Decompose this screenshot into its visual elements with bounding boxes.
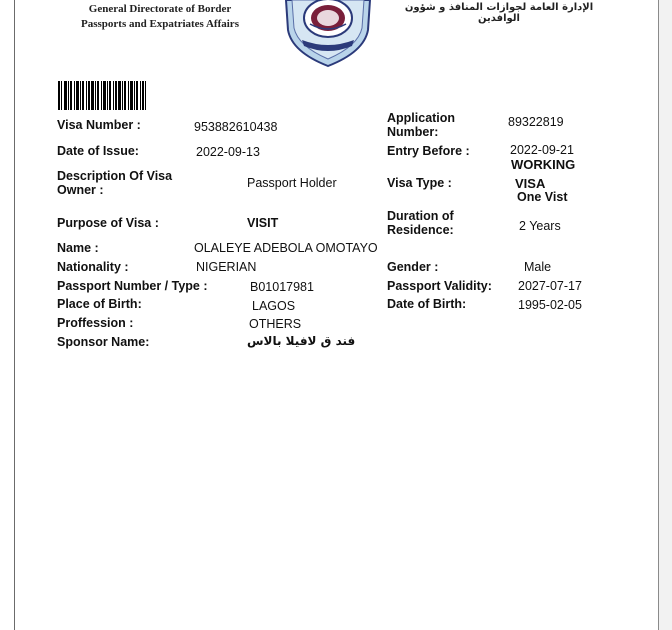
application-number-label-line2: Number:: [387, 125, 439, 139]
duration-of-residence-value: 2 Years: [519, 219, 561, 233]
header-title-en-line2: Passports and Expatriates Affairs: [81, 18, 239, 30]
gender-value: Male: [524, 260, 552, 274]
date-of-issue-label: Date of Issue:: [57, 144, 139, 158]
header-title-ar: الإدارة العامة لجوازات المنافذ و شؤون الوافدين: [404, 2, 594, 24]
purpose-of-visa-label: Purpose of Visa :: [57, 216, 159, 230]
purpose-of-visa-value: VISIT: [247, 216, 279, 230]
place-of-birth-value: LAGOS: [252, 299, 296, 313]
place-of-birth-label: Place of Birth:: [57, 297, 142, 311]
profession-value: OTHERS: [249, 317, 302, 331]
description-of-visa-owner-label-line1: Description Of Visa: [57, 169, 173, 183]
visa-type-label: Visa Type :: [387, 176, 452, 190]
header-title-en-line1: General Directorate of Border: [88, 3, 232, 15]
description-of-visa-owner-label-line2: Owner :: [57, 183, 104, 197]
duration-of-residence-label-line1: Duration of: [387, 209, 454, 223]
application-number-label-line1: Application: [387, 111, 456, 125]
nationality-label: Nationality :: [57, 260, 129, 274]
header-title-en: [70, 2, 250, 32]
barcode-icon: [58, 81, 146, 110]
visa-type-value-line3: One Vist: [517, 190, 568, 204]
entry-before-label: Entry Before :: [387, 144, 470, 158]
visa-number-value: 953882610438: [194, 120, 278, 134]
profession-label: Proffession :: [57, 316, 134, 330]
date-of-birth-value: 1995-02-05: [518, 298, 582, 312]
name-value: OLALEYE ADEBOLA OMOTAYO: [194, 241, 378, 255]
visa-number-label: Visa Number :: [57, 118, 141, 132]
date-of-birth-label: Date of Birth:: [387, 297, 467, 311]
passport-number-type-value: B01017981: [250, 280, 314, 294]
sponsor-name-label: Sponsor Name:: [57, 335, 150, 349]
page-left-border: [14, 0, 15, 630]
gender-label: Gender :: [387, 260, 439, 274]
visa-type-value-line2: VISA: [515, 176, 546, 191]
passport-number-type-label: Passport Number / Type :: [57, 279, 208, 293]
duration-of-residence-label-line2: Residence:: [387, 223, 454, 237]
entry-before-value: 2022-09-21: [510, 143, 574, 157]
name-label: Name :: [57, 241, 99, 255]
date-of-issue-value: 2022-09-13: [196, 145, 260, 159]
visa-type-value-line1: WORKING: [511, 157, 576, 172]
nationality-value: NIGERIAN: [196, 260, 257, 274]
passport-validity-label: Passport Validity:: [387, 279, 492, 293]
description-of-visa-owner-value: Passport Holder: [247, 176, 337, 190]
passport-validity-value: 2027-07-17: [518, 279, 582, 293]
application-number-value: 89322819: [508, 115, 564, 129]
page-margin-shade: [659, 0, 672, 630]
sponsor-name-value: فند ق لافيلا بالاس: [247, 334, 356, 348]
state-emblem-icon: [282, 0, 374, 68]
